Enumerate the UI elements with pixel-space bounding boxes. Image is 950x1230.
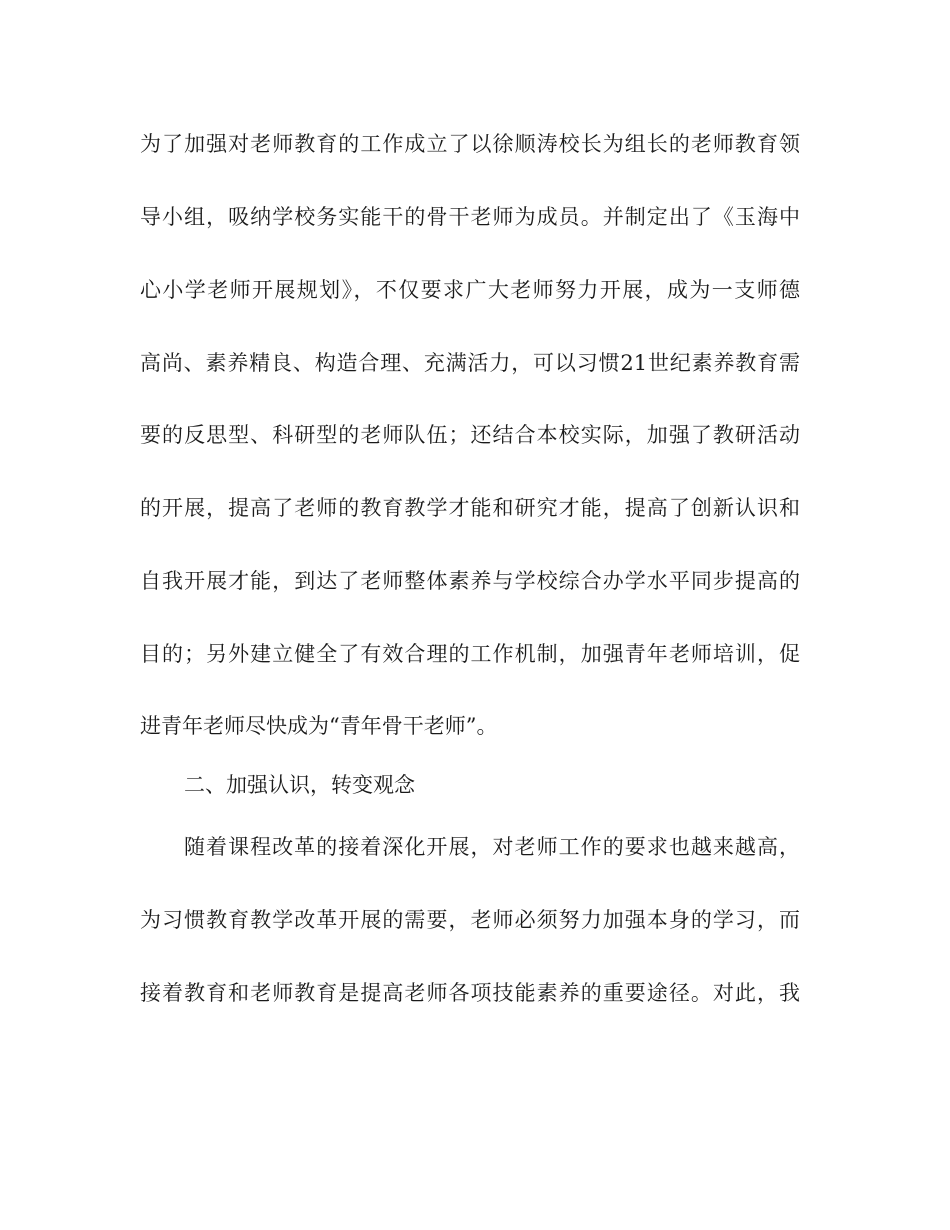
paragraph-line: 进青年老师尽快成为“青年骨干老师”。: [140, 714, 498, 738]
paragraph-line: 为习惯教育教学改革开展的需要，老师必须努力加强本身的学习，而: [140, 908, 800, 932]
paragraph-line: 的开展，提高了老师的教育教学才能和研究才能，提高了创新认识和: [140, 496, 800, 520]
paragraph-line: 自我开展才能，到达了老师整体素养与学校综合办学水平同步提高的: [140, 569, 800, 593]
paragraph-line: 随着课程改革的接着深化开展，对老师工作的要求也越来越高，: [184, 835, 800, 859]
paragraph-line: 为了加强对老师教育的工作成立了以徐顺涛校长为组长的老师教育领: [140, 132, 800, 156]
paragraph-line: 要的反思型、科研型的老师队伍；还结合本校实际，加强了教研活动: [140, 423, 800, 447]
paragraph-line: 目的；另外建立健全了有效合理的工作机制，加强青年老师培训，促: [140, 642, 800, 666]
section-heading: 二、加强认识，转变观念: [184, 773, 415, 797]
paragraph-line: 接着教育和老师教育是提高老师各项技能素养的重要途径。对此，我: [140, 981, 800, 1005]
paragraph-line: 高尚、素养精良、构造合理、充满活力，可以习惯21世纪素养教育需: [140, 351, 800, 375]
paragraph-line: 心小学老师开展规划》，不仅要求广大老师努力开展，成为一支师德: [140, 278, 800, 302]
paragraph-line: 导小组，吸纳学校务实能干的骨干老师为成员。并制定出了《玉海中: [140, 205, 800, 229]
